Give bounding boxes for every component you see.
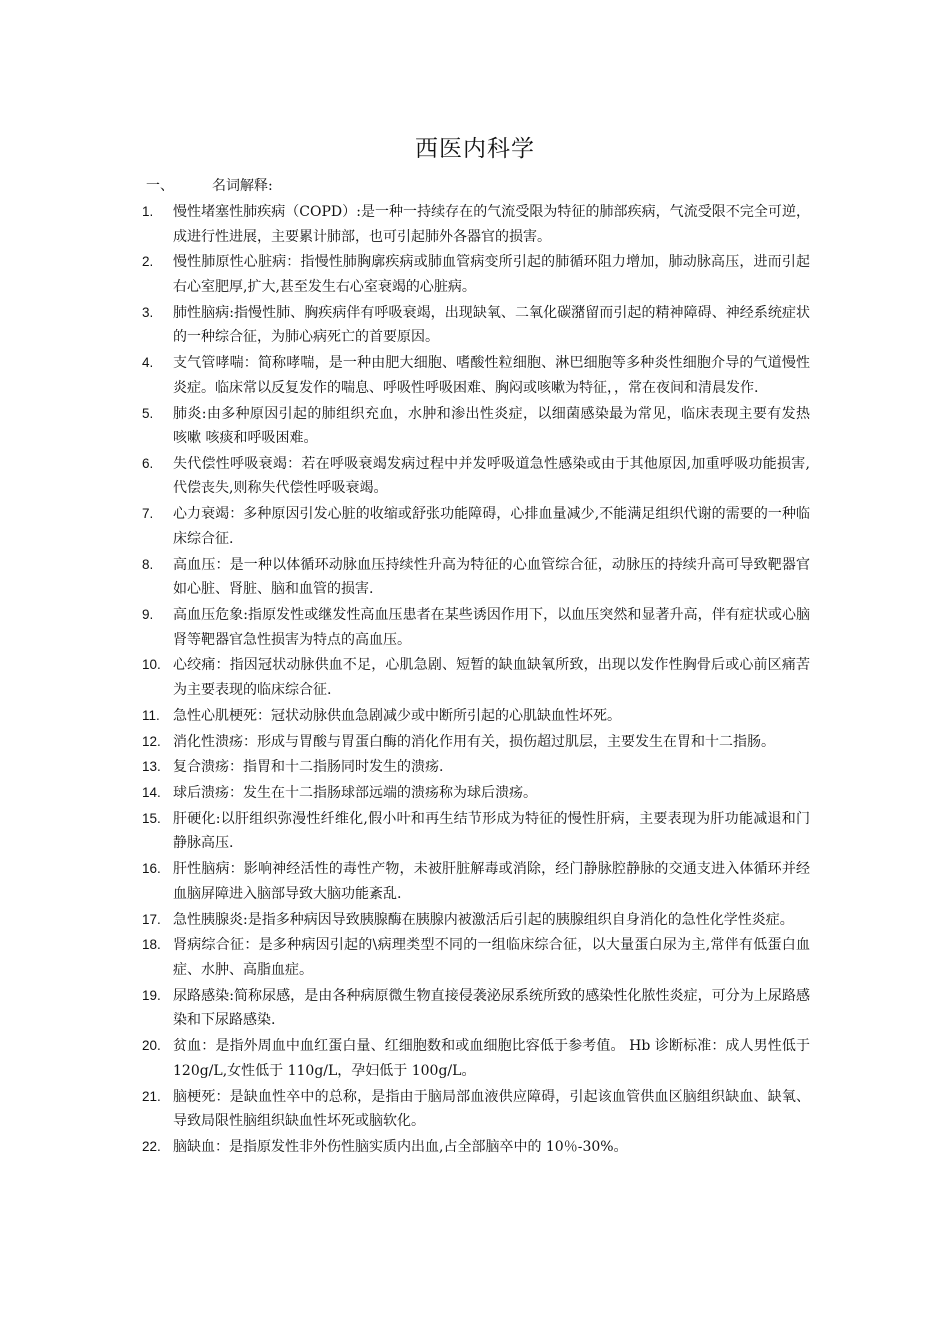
list-item <box>142 351 810 400</box>
list-item <box>142 250 810 299</box>
list-item-number: 17. <box>142 911 161 927</box>
list-item-text: 肺性脑病:指慢性肺、胸疾病伴有呼吸衰竭，出现缺氧、二氧化碳潴留而引起的精神障碍、神经系统症状的一种综合征，为肺心病死亡的首要原因。 <box>173 304 810 346</box>
list-item-number: 8. <box>142 556 154 572</box>
list-item <box>142 653 810 702</box>
list-item-number: 21. <box>142 1088 161 1104</box>
list-item-number: 20. <box>142 1038 161 1054</box>
document-title: 西医内科学 <box>415 136 535 162</box>
list-item-number: 18. <box>142 937 161 953</box>
section-heading <box>146 176 273 196</box>
list-item <box>142 781 810 806</box>
list-item-number: 10. <box>142 657 161 673</box>
list-item-number: 15. <box>142 810 161 826</box>
list-item-text: 肾病综合征：是多种病因引起的\病理类型不同的一组临床综合征，以大量蛋白尿为主,常伴有低蛋白血症、水肿、高脂血症。 <box>173 937 810 978</box>
list-item-number: 9. <box>142 607 154 622</box>
list-item <box>142 553 810 602</box>
list-item-number: 11. <box>142 707 160 723</box>
term-definition-list <box>142 200 810 1161</box>
list-item <box>142 1085 810 1134</box>
list-item-text: 球后溃疡：发生在十二指肠球部远端的溃疡称为球后溃疡。 <box>173 785 537 802</box>
list-item-number: 6. <box>142 455 154 471</box>
list-item-text: 支气管哮喘：简称哮喘，是一种由肥大细胞、嗜酸性粒细胞、淋巴细胞等多种炎性细胞介导的气道慢性炎症。临床常以反复发作的喘息、呼吸性呼吸困难、胸闷或咳嗽为特征，，常在夜间和清晨发作. <box>173 355 810 396</box>
list-item <box>142 730 810 755</box>
list-item-number: 7. <box>142 506 154 522</box>
list-item-number: 3. <box>142 304 154 320</box>
list-item <box>142 502 810 551</box>
list-item-text: 脑梗死：是缺血性卒中的总称，是指由于脑局部血液供应障碍，引起该血管供血区脑组织缺血、缺氧、导致局限性脑组织缺血性坏死或脑软化。 <box>173 1088 810 1130</box>
list-item-number: 12. <box>142 733 161 749</box>
list-item-number: 2. <box>142 254 154 270</box>
list-item-text: 高血压：是一种以体循环动脉血压持续性升高为特征的心血管综合征，动脉压的持续升高可导致靶器官如心脏、肾脏、脑和血管的损害. <box>173 556 810 598</box>
list-item-text: 慢性肺原性心脏病：指慢性肺胸廓疾病或肺血管病变所引起的肺循环阻力增加，肺动脉高压，进而引起右心室肥厚,扩大,甚至发生右心室衰竭的心脏病。 <box>173 254 810 295</box>
list-item-number: 22. <box>142 1138 161 1154</box>
list-item <box>142 755 810 780</box>
list-item-number: 5. <box>142 405 154 421</box>
list-item <box>142 452 810 501</box>
list-item-text: 贫血：是指外周血中血红蛋白量、红细胞数和或血细胞比容低于参考值。 Hb 诊断标准：成人男性低于 120g/L,女性低于 110g/L，孕妇低于 100g/L。 <box>173 1038 810 1079</box>
list-item <box>142 908 810 933</box>
list-item-text: 急性心肌梗死：冠状动脉供血急剧减少或中断所引起的心肌缺血性坏死。 <box>173 707 621 724</box>
list-item-text: 心绞痛：指因冠状动脉供血不足，心肌急剧、短暂的缺血缺氧所致，出现以发作性胸骨后或心前区痛苦为主要表现的临床综合征. <box>173 657 810 698</box>
list-item <box>142 857 810 906</box>
list-item <box>142 1034 810 1083</box>
list-item <box>142 807 810 856</box>
list-item-text: 心力衰竭：多种原因引发心脏的收缩或舒张功能障碍，心排血量减少,不能满足组织代谢的需要的一种临床综合征. <box>173 506 810 547</box>
list-item <box>142 301 810 350</box>
list-item-text: 消化性溃疡：形成与胃酸与胃蛋白酶的消化作用有关，损伤超过肌层，主要发生在胃和十二指肠。 <box>173 733 775 750</box>
list-item-text: 肝性脑病：影响神经活性的毒性产物，未被肝脏解毒或消除，经门静脉腔静脉的交通支进入体循环并经血脑屏障进入脑部导致大脑功能紊乱. <box>173 861 810 902</box>
list-item-number: 14. <box>142 785 161 801</box>
list-item-text: 复合溃疡：指胃和十二指肠同时发生的溃疡. <box>173 759 444 776</box>
list-item-text: 高血压危象:指原发性或继发性高血压患者在某些诱因作用下，以血压突然和显著升高，伴有症状或心脑肾等靶器官急性损害为特点的高血压。 <box>173 607 810 648</box>
list-item-text: 尿路感染:简称尿感，是由各种病原微生物直接侵袭泌尿系统所致的感染性化脓性炎症，可分为上尿路感染和下尿路感染. <box>173 987 810 1029</box>
list-item-text: 肺炎:由多种原因引起的肺组织充血，水肿和渗出性炎症，以细菌感染最为常见，临床表现主要有发热 咳嗽 咳痰和呼吸困难。 <box>173 405 810 447</box>
list-item <box>142 704 810 729</box>
list-item <box>142 1135 810 1160</box>
section-number: 一、 <box>146 178 174 194</box>
list-item <box>142 200 810 249</box>
list-item-text: 肝硬化:以肝组织弥漫性纤维化,假小叶和再生结节形成为特征的慢性肝病，主要表现为肝功能减退和门静脉高压. <box>173 810 810 852</box>
list-item-text: 脑缺血：是指原发性非外伤性脑实质内出血,占全部脑卒中的 10％-30%。 <box>173 1138 628 1155</box>
list-item-number: 4. <box>142 355 154 371</box>
list-item-number: 19. <box>142 987 161 1003</box>
list-item-number: 13. <box>142 759 161 775</box>
list-item-number: 1. <box>142 204 154 219</box>
list-item-text: 急性胰腺炎:是指多种病因导致胰腺酶在胰腺内被激活后引起的胰腺组织自身消化的急性化学性炎症。 <box>173 911 794 928</box>
list-item <box>142 603 810 652</box>
list-item-text: 慢性堵塞性肺疾病（COPD）:是一种一持续存在的气流受限为特征的肺部疾病，气流受限不完全可逆，成进行性进展，主要累计肺部，也可引起肺外各器官的损害。 <box>173 204 810 245</box>
list-item-number: 16. <box>142 861 161 877</box>
list-item <box>142 402 810 451</box>
list-item <box>142 933 810 982</box>
list-item-text: 失代偿性呼吸衰竭：若在呼吸衰竭发病过程中并发呼吸道急性感染或由于其他原因,加重呼吸功能损害,代偿丧失,则称失代偿性呼吸衰竭。 <box>173 455 810 497</box>
section-label: 名词解释: <box>212 178 273 194</box>
list-item <box>142 984 810 1033</box>
